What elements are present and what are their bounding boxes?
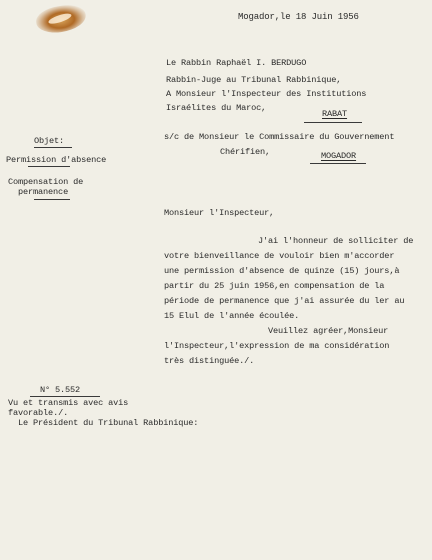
transmission-note-2: favorable./. — [8, 408, 69, 418]
closing-line-3: très distinguée./. — [164, 356, 255, 366]
objet-line-2: Compensation de — [8, 177, 84, 187]
closing-line-1: Veuillez agréer,Monsieur — [268, 326, 389, 336]
salutation: Monsieur l'Inspecteur, — [164, 208, 275, 218]
body-line: J'ai l'honneur de solliciter de — [258, 236, 414, 246]
transmission-note-1: Vu et transmis avec avis — [8, 398, 129, 408]
objet-label-rule — [34, 147, 72, 148]
recipient-city-rule — [304, 122, 362, 123]
objet-line-1: Permission d'absence — [6, 155, 107, 165]
objet-line-1-rule — [28, 166, 70, 167]
date-line: Mogador,le 18 Juin 1956 — [238, 12, 359, 22]
ink-stain — [34, 3, 87, 36]
reference-number: N° 5.552 — [40, 385, 81, 395]
president-line: Le Président du Tribunal Rabbinique: — [18, 418, 199, 428]
recipient-line-2: Israélites du Maroc, — [166, 103, 267, 113]
via-city-rule — [310, 163, 366, 164]
body-line: votre bienveillance de vouloir bien m'accorder — [164, 251, 395, 261]
closing-line-2: l'Inspecteur,l'expression de ma considération — [164, 341, 390, 351]
body-line: une permission d'absence de quinze (15) jours,à — [164, 266, 400, 276]
body-line: période de permanence que j'ai assurée du ler au — [164, 296, 405, 306]
sender-title: Rabbin-Juge au Tribunal Rabbinique, — [166, 75, 342, 85]
reference-number-rule — [30, 396, 100, 397]
via-line-2: Chérifien, — [220, 147, 271, 157]
recipient-line-1: A Monsieur l'Inspecteur des Institutions — [166, 89, 367, 99]
recipient-city: RABAT — [322, 109, 348, 119]
via-city: MOGADOR — [321, 151, 357, 161]
body-line: 15 Elul de l'année écoulée. — [164, 311, 300, 321]
objet-line-3-rule — [34, 199, 70, 200]
sender-name: Le Rabbin Raphaël I. BERDUGO — [166, 58, 307, 68]
via-line-1: s/c de Monsieur le Commissaire du Gouvernement — [164, 132, 395, 142]
objet-line-3: permanence — [18, 187, 69, 197]
body-line: partir du 25 juin 1956,en compensation de la — [164, 281, 385, 291]
objet-label: Objet: — [34, 136, 65, 146]
